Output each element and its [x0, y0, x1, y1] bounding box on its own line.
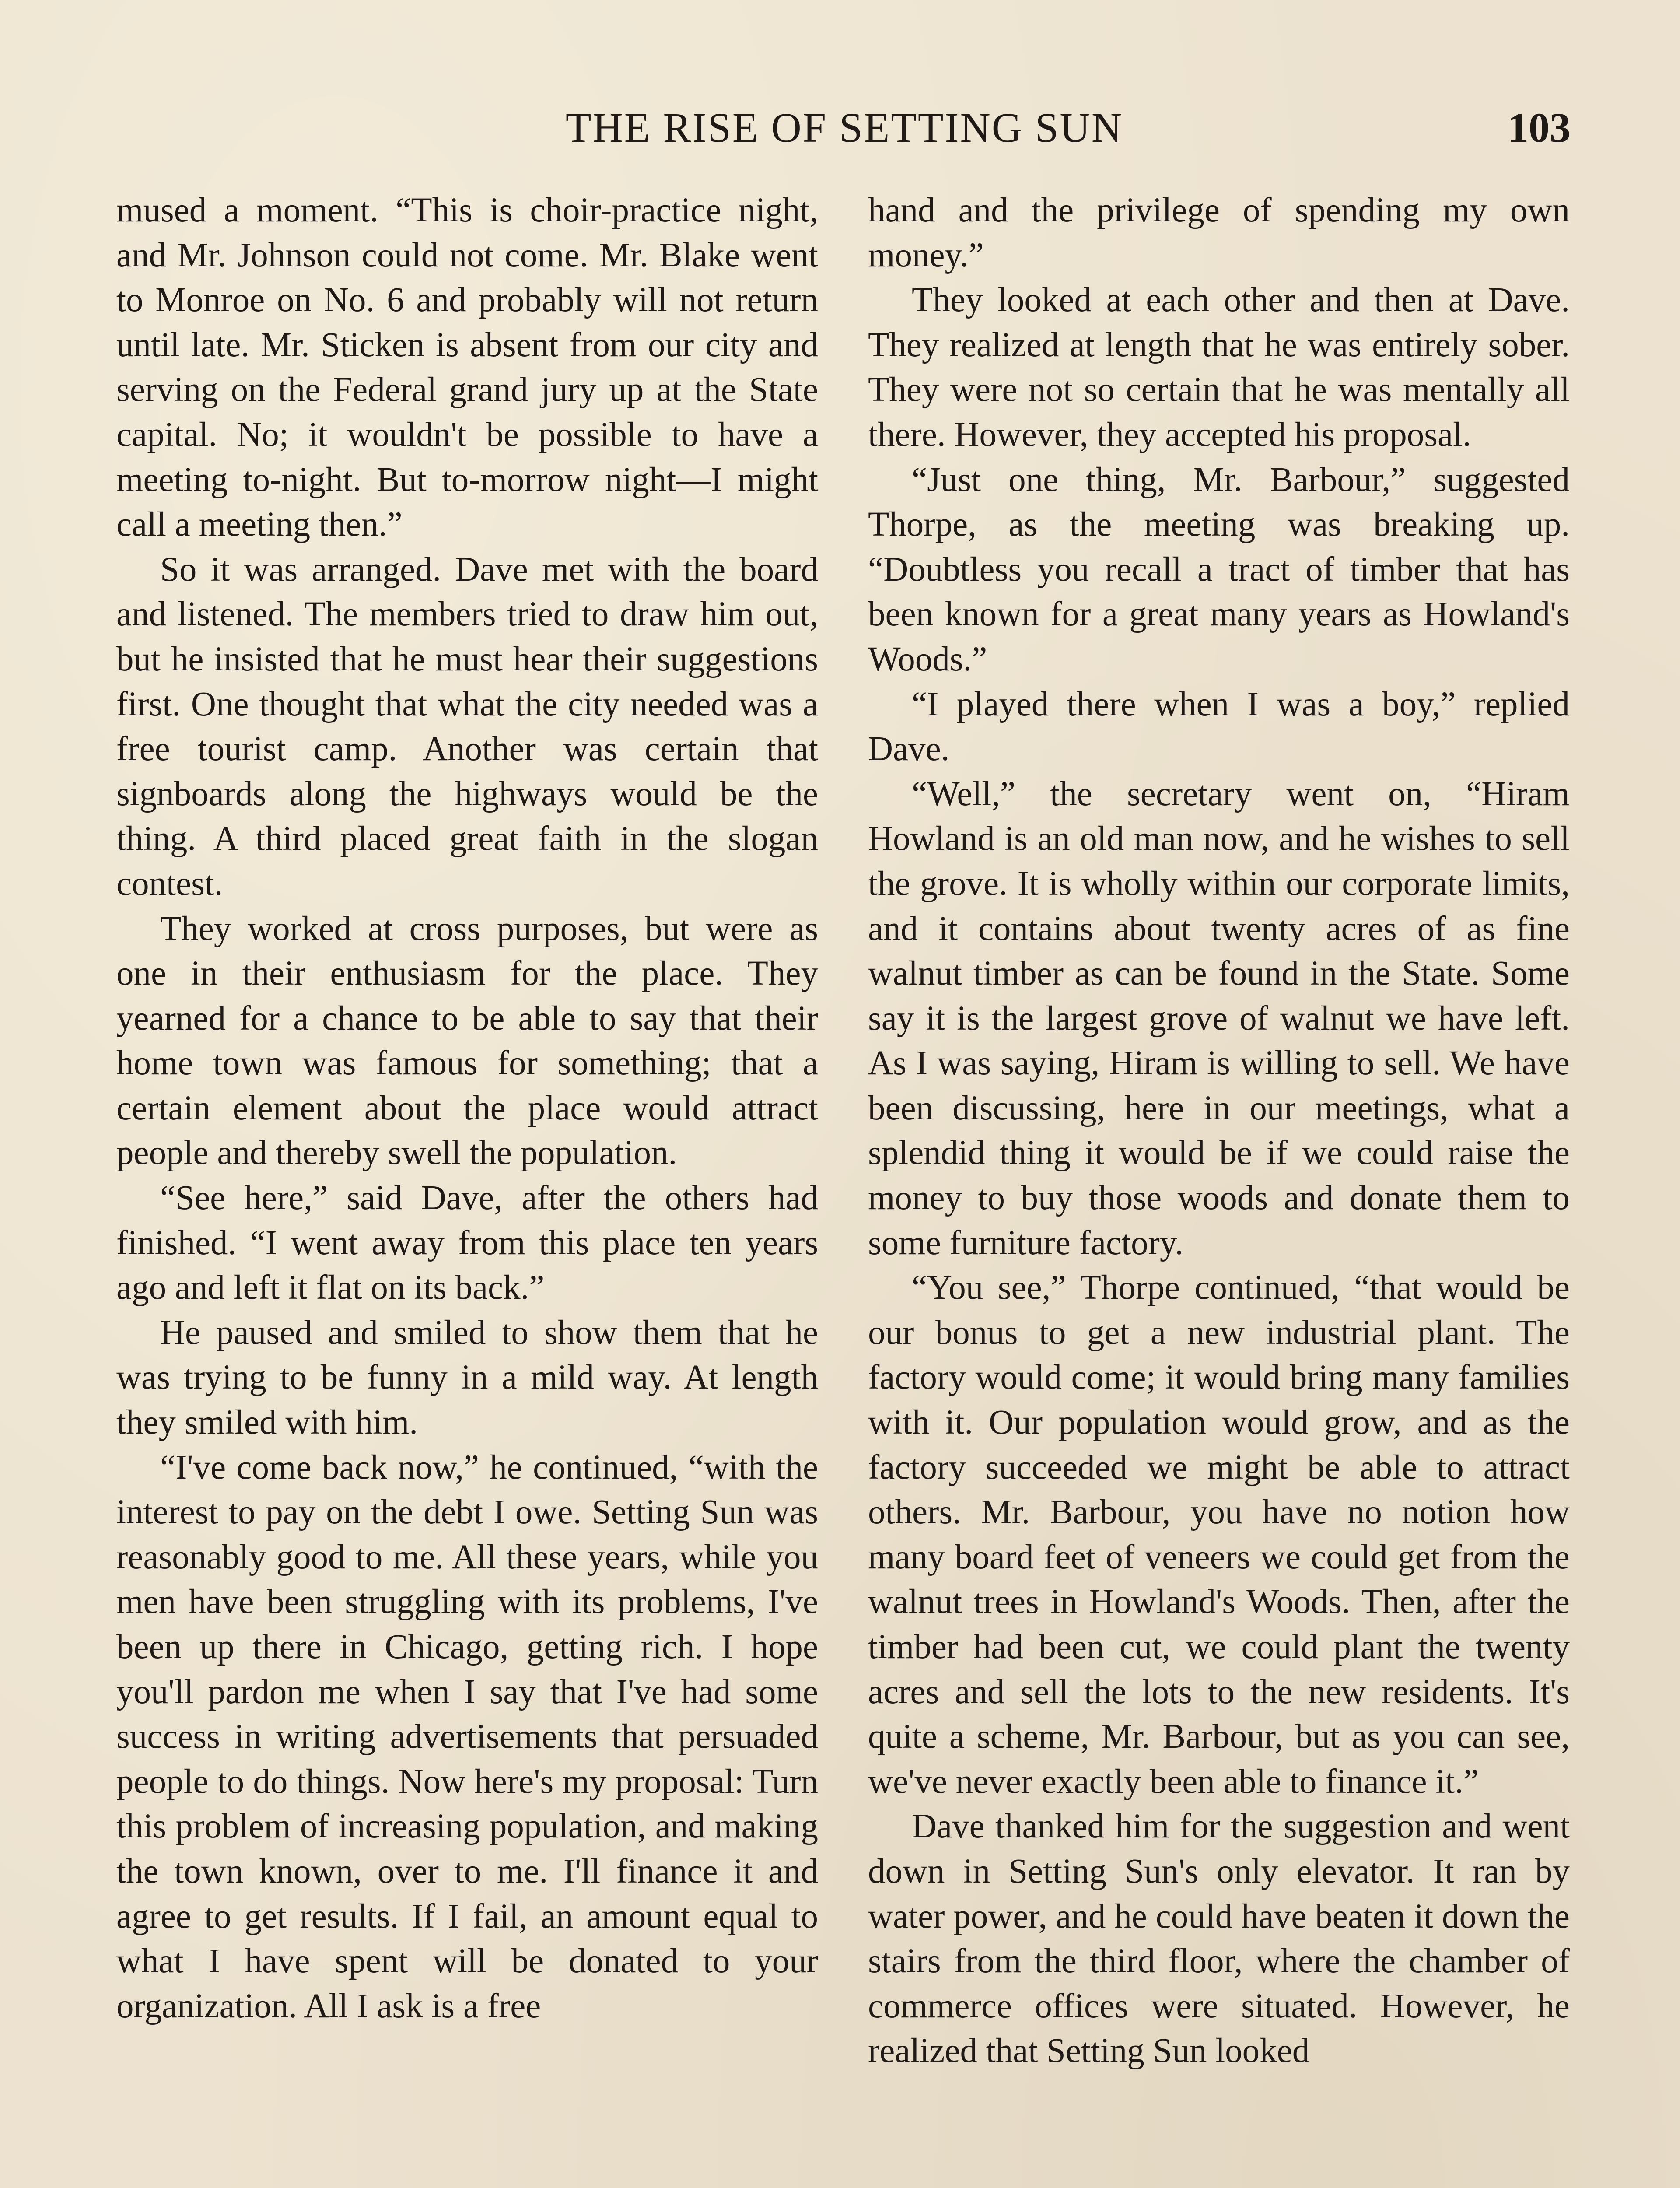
paragraph: They looked at each other and then at Dave. They realized at length that he was entirely sober. They were not so certain that he was mentally all there. However, they accepted his proposal. [868, 281, 1570, 454]
paragraph: Dave thanked him for the suggestion and went down in Setting Sun's only elevator. It ran by water power, and he could have beaten it down the stairs from the third floor, where the chamber of commerce offices were situated. However, he realized that Setting Sun looked [868, 1807, 1570, 2070]
paragraph: He paused and smiled to show them that he was trying to be funny in a mild way. At length they smiled with him. [116, 1313, 818, 1442]
paragraph: “See here,” said Dave, after the others had finished. “I went away from this place ten years ago and left it flat on its back.” [116, 1179, 818, 1307]
paragraph: mused a moment. “This is choir-practice night, and Mr. Johnson could not come. Mr. Blake went to Monroe on No. 6 and probably will not return until late. Mr. Sticken is absent from our city and serving on the Federal grand jury up at the State capital. No; it wouldn't be possible to have a meeting to-night. But to-morrow night—I might call a meeting then.” [116, 191, 818, 544]
paragraph: So it was arranged. Dave met with the board and listened. The members tried to draw him out, but he insisted that he must hear their suggestions first. One thought that what the city needed was a free tourist camp. Another was certain that signboards along the highways would be the thing. A third placed great faith in the slogan contest. [116, 550, 818, 903]
paragraph: “I've come back now,” he continued, “with the interest to pay on the debt I owe. Setting Sun was reasonably good to me. All these years, while you men have been struggling with its problems, I've been up there in Chicago, getting rich. I hope you'll pardon me when I say that I've had some success in writing advertisements that persuaded people to do things. Now here's my proposal: Turn this problem of increasing population, and making the town known, over to me. I'll finance it and agree to get results. If I fail, an amount equal to what I have spent will be donated to your organization. All I ask is a free [116, 1448, 818, 2025]
paragraph: “You see,” Thorpe continued, “that would be our bonus to get a new industrial plant. The factory would come; it would bring many families with it. Our population would grow, and as the factory succeeded we might be able to attract others. Mr. Barbour, you have no notion how many board feet of veneers we could get from the walnut trees in Howland's Woods. Then, after the timber had been cut, we could plant the twenty acres and sell the lots to the new residents. It's quite a scheme, Mr. Barbour, but as you can see, we've never exactly been able to finance it.” [868, 1269, 1570, 1801]
paragraph: They worked at cross purposes, but were as one in their enthusiasm for the place. They yearned for a chance to be able to say that their home town was famous for something; that a certain element about the place would attract people and thereby swell the population. [116, 909, 818, 1172]
left-column [116, 188, 818, 2188]
page-number: 103 [1508, 104, 1571, 151]
paragraph: “Well,” the secretary went on, “Hiram Howland is an old man now, and he wishes to sell the grove. It is wholly within our corporate limits, and it contains about twenty acres of as fine walnut timber as can be found in the State. Some say it is the largest grove of walnut we have left. As I was saying, Hiram is willing to sell. We have been discussing, here in our meetings, what a splendid thing it would be if we could raise the money to buy those woods and donate them to some furniture factory. [868, 775, 1570, 1262]
paragraph: “I played there when I was a boy,” replied Dave. [868, 685, 1570, 768]
right-column [868, 188, 1570, 2188]
paragraph: hand and the privilege of spending my own money.” [868, 191, 1570, 274]
page-header [118, 102, 1571, 158]
paragraph: “Just one thing, Mr. Barbour,” suggested Thorpe, as the meeting was breaking up. “Doubtless you recall a tract of timber that has been known for a great many years as Howland's Woods.” [868, 460, 1570, 678]
running-title: THE RISE OF SETTING SUN [565, 104, 1124, 151]
